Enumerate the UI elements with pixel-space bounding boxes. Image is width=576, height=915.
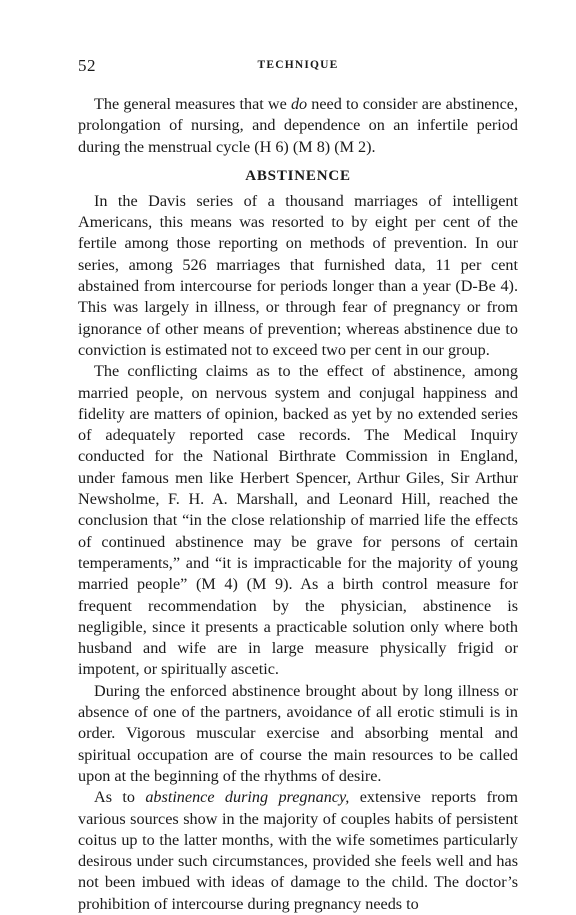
running-head [78, 56, 518, 80]
pregnancy-text-end: extensive reports from various sources show in the majority of couples habits of persistent coitus up to the latter months, with the wife sometimes particularly desirous under such circumstances, provided she feels well and has not been imbued with ideas of damage to the child. The doctor’s prohibition of intercourse during pregnancy needs to [78, 788, 518, 913]
intro-text-end: need to consider are abstinence, prolongation of nursing, and dependence on an infertile period during the menstrual cycle (H 6) (M 8) (M 2). [78, 95, 518, 156]
paragraph-enforced-abstinence: During the enforced abstinence brought about by long illness or absence of one of the partners, avoidance of all erotic stimuli is in order. Vigorous muscular exercise and absorbing mental and spiritual occupation are of course the main resources to be called upon at the beginning of the rhythms of desire. [78, 681, 518, 785]
intro-text-start: The general measures that we [94, 95, 291, 113]
pregnancy-text-start: As to [94, 788, 146, 807]
intro-emphasis: do [290, 95, 308, 113]
paragraph-davis-series: In the Davis series of a thousand marriages of intelligent Americans, this means was resorted to by eight per cent of the fertile among those reporting on methods of prevention. In our series, among 526 marriages that furnished data, 11 per cent abstained from intercourse for periods longer than a year (D-Be 4). This was largely in illness, or through fear of pregnancy or from ignorance of other means of prevention; whereas abstinence due to conviction is estimated not to exceed two per cent in our group. [78, 191, 518, 359]
page-number: 52 [78, 56, 96, 75]
section-heading: ABSTINENCE [245, 167, 351, 184]
pregnancy-emphasis: abstinence during pregnancy, [145, 788, 350, 807]
paragraph-pregnancy [78, 787, 518, 915]
book-page [78, 56, 518, 915]
paragraph-conflicting-claims: The conflicting claims as to the effect of abstinence, among married people, on nervous system and conjugal happiness and fidelity are matters of opinion, backed as yet by no extended series of adequately reported case records. The Medical Inquiry conducted for the National Birthrate Commission in England, under famous men like Herbert Spencer, Arthur Giles, Sir Arthur Newsholme, F. H. A. Marshall, and Leonard Hill, reached the conclusion that “in the close relationship of married life the effects of continued abstinence may be grave for persons of certain temperaments,” and “it is impracticable for the majority of young married people” (M 4) (M 9). As a birth control measure for frequent recommendation by the physician, abstinence is negligible, since it presents a practicable solution only where both husband and wife are in large measure physically frigid or impotent, or spiritually ascetic. [78, 362, 518, 679]
running-title: TECHNIQUE [257, 59, 339, 71]
intro-paragraph [78, 94, 518, 158]
